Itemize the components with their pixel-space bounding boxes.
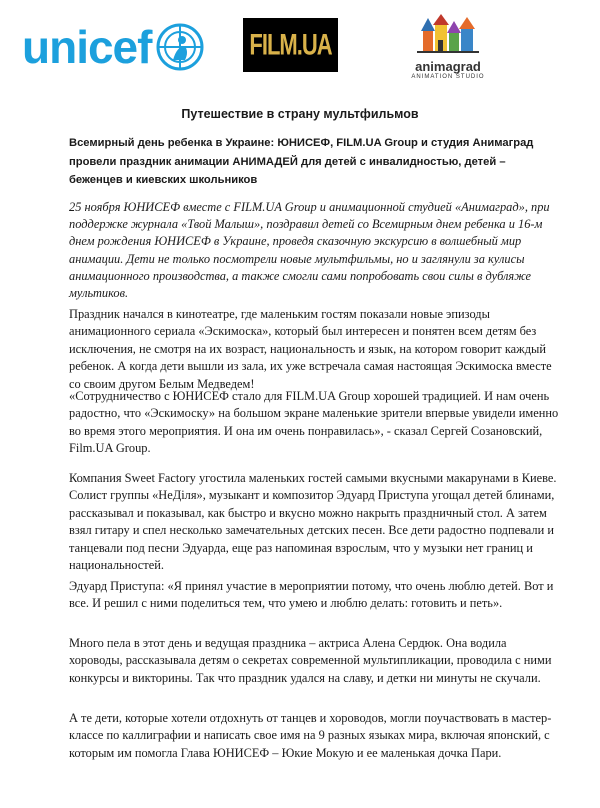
paragraph-text: Компания Sweet Factory угостила маленьких гостей самыми вкусными макарунами в Киеве. Солист группы «НеДіля», музыкант и композитор Эдуард Приступа угощал детей блинами, рассказывал и показывал, как быстро и вкусно можно накрыть праздничный стол. А затем взял гитару и спел несколько замечательных детских песен. Все дети радостно подпевали и танцевали под песни Эдуарда, еще раз напоминая взрослым, что у музыки нет границ и национальностей. — [69, 471, 557, 573]
castle-icon — [417, 14, 479, 54]
filmua-logo — [243, 18, 338, 72]
lead-text: Всемирный день ребенка в Украине: ЮНИСЕФ, FILM.UA Group и студия Анимаград провели праздник анимации АНИМАДЕЙ для детей с инвалидностью, детей – беженцев и киевских школьников — [69, 137, 534, 187]
animagrad-subtitle: ANIMATION STUDIO — [411, 74, 485, 80]
paragraph-text: А те дети, которые хотели отдохнуть от танцев и хороводов, могли поучаствовать в мастер-классе по каллиграфии и написать свое имя на 9 разных языках мира, включая японский, с которым им помогла Глава ЮНИСЕФ – Юкие Мокую и ее маленькая дочка Пари. — [69, 711, 552, 760]
paragraph-text: Эдуард Приступа: «Я принял участие в мероприятии потому, что очень люблю детей. Вот и все. И решил с ними поделиться тем, что умею и люблю делать: готовить и петь». — [69, 579, 554, 611]
paragraph-text: Праздник начался в кинотеатре, где маленьким гостям показали новые эпизоды анимационного сериала «Эскимоска», который был интересен и понятен всем детям без исключения, не смотря на их возраст, национальность и язык, на котором говорит каждый ребенок. А когда дети вышли из зала, их уже встречала самая настоящая Эскимоска вместе со своим другом Белым Медведем! — [69, 307, 552, 391]
unicef-wordmark: unicef — [22, 21, 152, 73]
unicef-logo — [22, 22, 205, 72]
page-title: Путешествие в страну мультфильмов — [181, 107, 419, 121]
unicef-emblem-icon — [155, 22, 205, 72]
body-paragraph — [69, 635, 559, 687]
body-paragraph — [69, 388, 559, 458]
paragraph-text: Много пела в этот день и ведущая праздника – актриса Алена Сердюк. Она водила хороводы, рассказывала детям о секретах современной мультипликации, проводила с ними конкурсы и викторины. Так что праздник удался на славу, и детки ни минуты не скучали. — [69, 636, 552, 685]
body-paragraph — [69, 470, 559, 574]
lead-paragraph — [69, 134, 559, 190]
intro-paragraph — [69, 199, 559, 302]
body-paragraph — [69, 306, 559, 393]
body-paragraph — [69, 578, 559, 613]
paragraph-text: «Сотрудничество с ЮНИСЕФ стало для FILM.UA Group хорошей традицией. И нам очень радостно, что «Эскимоску» на большом экране маленькие зрители впервые увидели именно во время этого мероприятия. И она им очень понравилась», - сказал Сергей Созановский, Film.UA Group. — [69, 389, 559, 456]
intro-text: 25 ноября ЮНИСЕФ вместе с FILM.UA Group и анимационной студией «Анимаград», при поддержке журнала «Твой Малыш», поздравил детей со Всемирным днем ребенка и 16-м днем рождения ЮНИСЕФ в Украине, проведя сказочную экскурсию в волшебный мир анимации. Дети не только посмотрели новые мультфильмы, но и заглянули за кулисы анимационного производства, а также смогли сами попробовать свои силы в дубляже мультиков. — [69, 200, 550, 301]
animagrad-logo — [408, 14, 488, 84]
logo-bar — [0, 0, 600, 90]
filmua-wordmark: FILM.UA — [249, 27, 332, 62]
animagrad-wordmark: animagrad — [415, 59, 481, 74]
body-paragraph — [69, 710, 559, 762]
